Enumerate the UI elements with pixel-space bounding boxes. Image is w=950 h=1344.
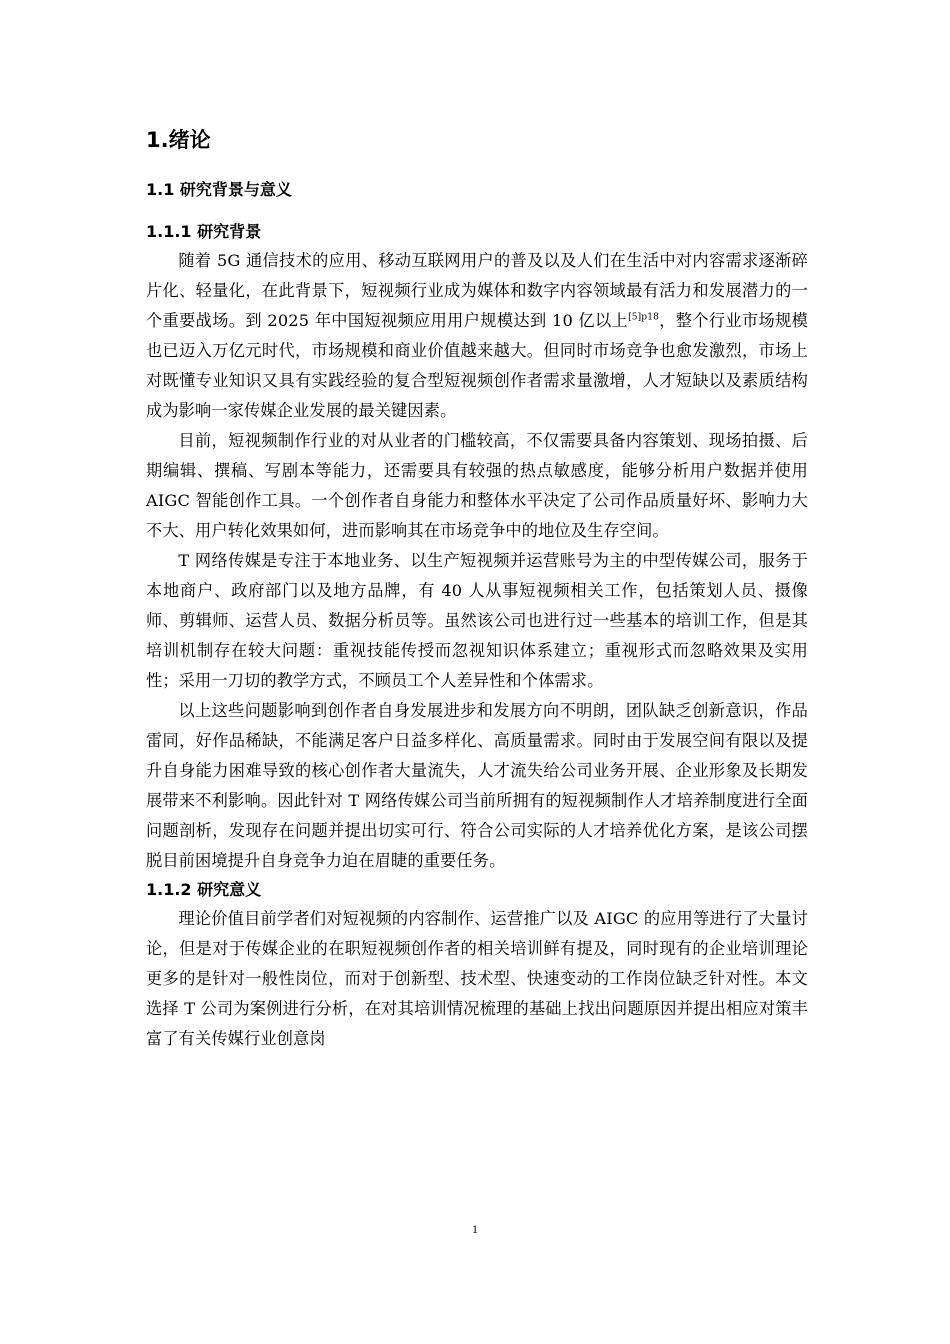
section-heading: 1.1 研究背景与意义 (146, 180, 292, 199)
paragraph-1 (146, 246, 808, 426)
paragraph-4: 以上这些问题影响到创作者自身发展进步和发展方向不明朗，团队缺乏创新意识，作品雷同，好作品稀缺，不能满足客户日益多样化、高质量需求。同时由于发展空间有限以及提升自身能力困难导致的核心创作者大量流失，人才流失给公司业务开展、企业形象及长期发展带来不利影响。因此针对 T 网络传媒公司当前所拥有的短视频制作人才培养制度进行全面问题剖析，发现存在问题并提出切实可行、符合公司实际的人才培养优化方案，是该公司摆脱目前困境提升自身竞争力迫在眉睫的重要任务。 (146, 701, 808, 870)
paragraph-5: 理论价值目前学者们对短视频的内容制作、运营推广以及 AIGC 的应用等进行了大量讨论，但是对于传媒企业的在职短视频创作者的相关培训鲜有提及，同时现有的企业培训理论更多的是针对一般性岗位，而对于创新型、技术型、快速变动的工作岗位缺乏针对性。本文选择 T 公司为案例进行分析，在对其培训情况梳理的基础上找出问题原因并提出相应对策丰富了有关传媒行业创意岗 (146, 909, 808, 1048)
citation-marker: [5]p18 (628, 312, 659, 323)
page-number: 1 (472, 1222, 478, 1236)
paragraph-2: 目前，短视频制作行业的对从业者的门槛较高，不仅需要具备内容策划、现场拍摄、后期编辑、撰稿、写剧本等能力，还需要具有较强的热点敏感度，能够分析用户数据并使用 AIGC 智能创作工具。一个创作者自身能力和整体水平决定了公司作品质量好坏、影响力大不大、用户转化效果如何，进而影响其在市场竞争中的地位及生存空间。 (146, 431, 808, 540)
page-content (146, 118, 808, 1054)
chapter-heading: 1.绪论 (146, 128, 211, 152)
subsection-heading-significance: 1.1.2 研究意义 (146, 880, 262, 899)
paragraph-1-text-a: 随着 5G 通信技术的应用、移动互联网用户的普及以及人们在生活中对内容需求逐渐碎片化、轻量化，在此背景下，短视频行业成为媒体和数字内容领域最有活力和发展潜力的一个重要战场。到 2025 年中国短视频应用用户规模达到 10 亿以上 (146, 251, 808, 330)
paragraph-1-text-b: ，整个行业市场规模也已迈入万亿元时代，市场规模和商业价值越来越大。但同时市场竞争也愈发激烈，市场上对既懂专业知识又具有实践经验的复合型短视频创作者需求量激增，人才短缺以及素质结构成为影响一家传媒企业发展的最关键因素。 (146, 311, 808, 420)
subsection-heading-background: 1.1.1 研究背景 (146, 222, 262, 241)
paragraph-3: T 网络传媒是专注于本地业务、以生产短视频并运营账号为主的中型传媒公司，服务于本地商户、政府部门以及地方品牌，有 40 人从事短视频相关工作，包括策划人员、摄像师、剪辑师、运营人员、数据分析员等。虽然该公司也进行过一些基本的培训工作，但是其培训机制存在较大问题：重视技能传授而忽视知识体系建立；重视形式而忽略效果及实用性；采用一刀切的教学方式，不顾员工个人差异性和个体需求。 (146, 551, 808, 690)
